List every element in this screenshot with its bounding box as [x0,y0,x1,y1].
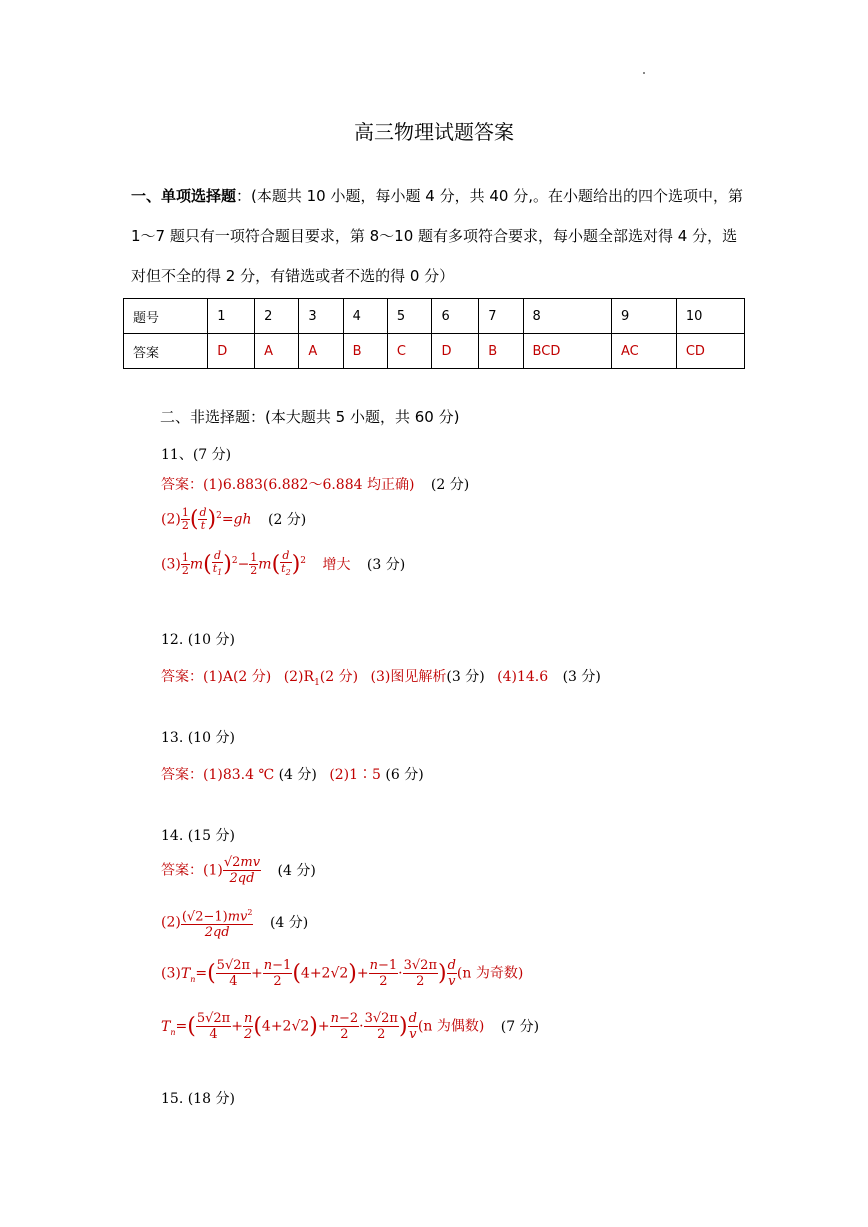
q14-heading: 14. (15 分) [161,828,235,844]
score: (7 分) [500,1018,540,1035]
table-cell: 4 [343,299,387,334]
table-cell: 3 [299,299,343,334]
table-cell: AC [611,334,676,369]
score: (2 分) [319,669,359,685]
fraction: $\frac{n-1}{2}$ [263,958,292,989]
table-cell: 题号 [124,299,208,334]
q12-heading: 12. (10 分) [161,632,235,648]
q13-a1: (1)83.4 ℃ [203,767,275,783]
q14-answer-3-odd: $(3)T_n=$( $\frac{5√2\pi}{4}$ + $\frac{n-1}{2}$ (4+2√2)+ $\frac{n-1}{2}$ · $\frac{3√2\pi}{2}$ ) $\frac{d}{v}$ (n 为奇数) [161,958,524,989]
q12-a4: (4)14.6 [497,669,549,685]
table-cell: C [387,334,432,369]
q14-answer-3-even: $T_n=$( $\frac{5√2\pi}{4}$ + $\frac{n}{2}$ (4+2√2)+ $\frac{n-2}{2}$ · $\frac{3√2\pi}{2}$ ) $\frac{d}{v}$ (n 为偶数) (7 分) [161,1011,540,1042]
answer-label: 答案： [161,669,203,685]
q13-a2: (2)1∶5 [329,767,381,783]
fraction: $\frac{√2mv}{2qd}$ [223,855,261,886]
q14-answer-1 [161,855,316,886]
table-cell: 答案 [124,334,208,369]
fraction: $\frac{d}{v}$ [447,958,456,989]
q12-a3: (3)图见解析 [370,669,447,685]
q11-a2-eq: =gh [221,511,252,528]
q11-heading: 11、(7 分) [161,447,232,463]
section2-heading: 二、非选择题 [160,408,251,426]
q11-a2-prefix: (2) [161,511,181,528]
q14-a3-even: (n 为偶数) [417,1018,485,1035]
table-cell: CD [676,334,744,369]
fraction: $\frac{n-2}{2}$ [330,1011,359,1042]
score: (2 分) [232,669,272,685]
q11-answer-1 [161,474,469,494]
fraction: $\frac{1}{2}$ [250,551,258,578]
table-cell: A [299,334,343,369]
table-cell: 7 [479,299,523,334]
q12-a1: (1)A [203,669,233,685]
fraction: $\frac{5√2\pi}{4}$ [216,958,251,989]
speck [643,72,645,74]
q12-a2: (2)R [283,669,315,685]
answer-label: 答案： [161,767,203,783]
score: (4 分) [278,767,317,783]
fraction: $\frac{d}{t_1}$ [212,549,223,578]
q15-heading: 15. (18 分) [161,1091,235,1107]
page-title: 高三物理试题答案 [354,120,514,144]
q12-a2-sub: 1 [314,677,320,688]
fraction: $\frac{1}{2}$ [181,506,189,532]
score: (3 分) [366,556,406,573]
table-cell: 1 [208,299,255,334]
section1-text: ：(本题共 10 小题，每小题 4 分，共 40 分,。在小题给出的四个选项中，第 1～7 题只有一项符合题目要求，第 8～10 题有多项符合要求，每小题全部选对得 4 分，选对但不全的得 2 分，有错选或者不选的得 0 分） [131,187,743,285]
q13-heading: 13. (10 分) [161,730,235,746]
score: (4 分) [277,862,316,879]
table-cell: A [255,334,299,369]
table-cell: 8 [523,299,611,334]
q11-answer-2: (2) $\frac{1}{2}$ ( $\frac{d}{t}$ )$^2$=gh (2 分) [161,506,307,532]
table-cell: 9 [611,299,676,334]
table-cell: D [208,334,255,369]
table-cell: B [343,334,387,369]
table-cell: 6 [432,299,479,334]
score: (6 分) [385,767,424,783]
score: (2 分) [267,511,307,528]
q14-a3-prefix: (3) [161,965,181,982]
fraction: $\frac{3√2\pi}{2}$ [403,958,437,989]
table-cell: 5 [387,299,432,334]
section1-heading: 一、单项选择题 [131,187,237,205]
q13-answer [161,764,424,784]
table-cell: B [479,334,523,369]
fraction: $\frac{n}{2}$ [243,1011,253,1042]
fraction: $\frac{n-1}{2}$ [369,958,398,989]
section2-heading-line [160,406,459,427]
q14-answer-2 [161,905,308,940]
q11-answer-3: (3) $\frac{1}{2}$ m( $\frac{d}{t_1}$ )$^2$− $\frac{1}{2}$ m( $\frac{d}{t_2}$ )$^2$ 增大 (3 分) [161,549,406,578]
q11-a3-tail: 增大 [322,556,351,573]
table-row-numbers [124,299,745,334]
score: (2 分) [430,477,470,493]
q12-answer [161,666,601,688]
fraction: $\frac{d}{v}$ [408,1011,417,1042]
table-cell: 2 [255,299,299,334]
fraction: $\frac{1}{2}$ [181,551,189,578]
answer-label: 答案： [161,477,203,493]
q14-a2-prefix: (2) [161,914,181,931]
table-cell: BCD [523,334,611,369]
fraction: $\frac{d}{t_2}$ [281,549,291,578]
score: (4 分) [269,914,309,931]
table-row-answers [124,334,745,369]
fraction: $\frac{3√2\pi}{2}$ [364,1011,398,1042]
q14-a3-odd: (n 为奇数) [456,965,524,982]
score: (3 分) [562,669,601,685]
section1-paragraph [131,176,751,296]
q14-a1-prefix: (1) [203,862,223,879]
answer-label: 答案： [161,862,203,879]
section2-text: ：(本大题共 5 小题，共 60 分) [250,408,460,426]
fraction: $\frac{d}{t}$ [199,506,207,532]
answer-table [123,298,745,369]
q11-a3-prefix: (3) [161,556,181,573]
table-cell: 10 [676,299,744,334]
fraction: $\frac{(√2-1)mv^2}{2qd}$ [181,905,254,940]
q11-a1: (1)6.883(6.882～6.884 均正确) [203,477,415,493]
score: (3 分) [446,669,485,685]
table-cell: D [432,334,479,369]
fraction: $\frac{5√2\pi}{4}$ [196,1011,231,1042]
